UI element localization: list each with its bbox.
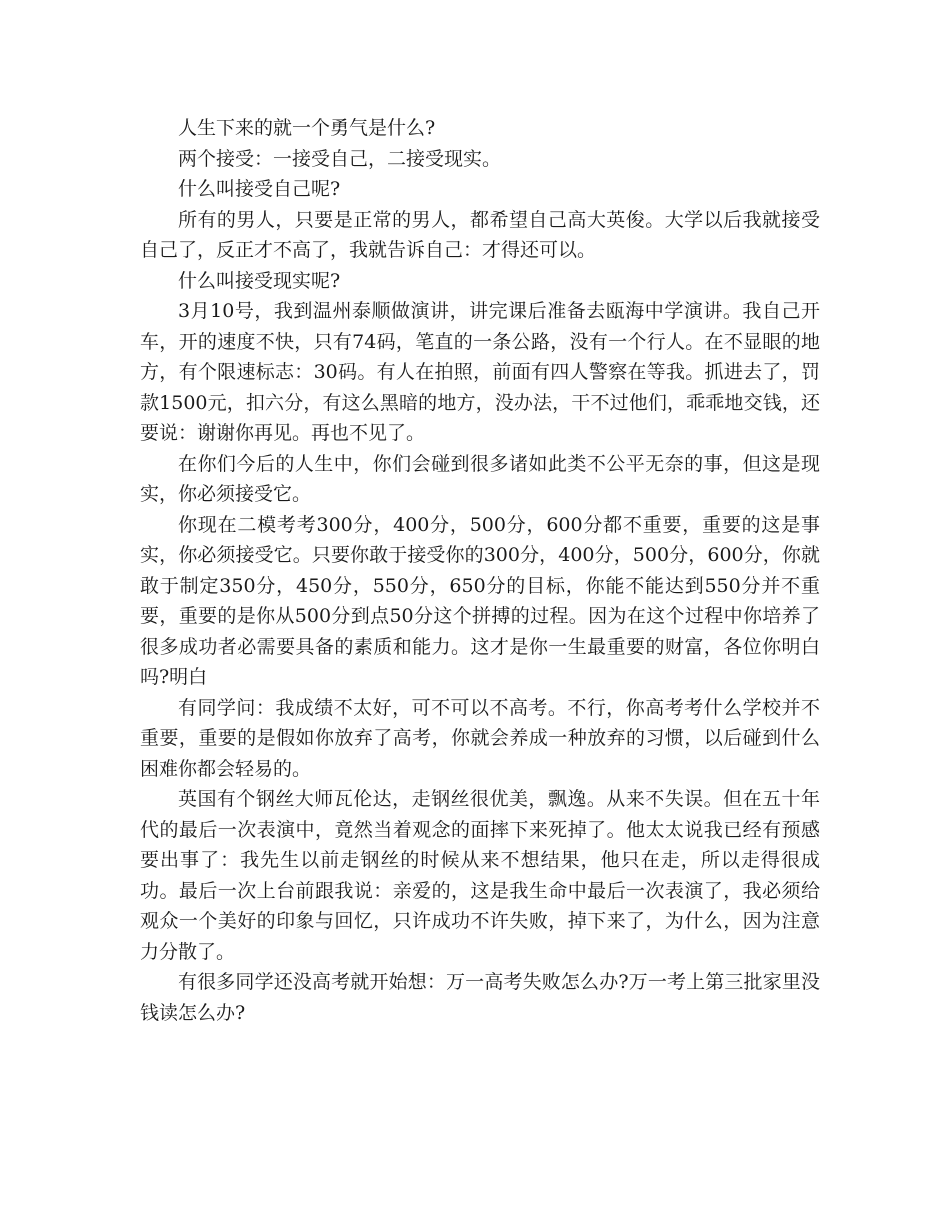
document-body (140, 113, 820, 1028)
paragraph-8: 你现在二模考考300分，400分，500分，600分都不重要，重要的这是事实，你必须接受它。只要你敢于接受你的300分，400分，500分，600分，你就敢于制定350分，450分，550分，650分的目标，你能不能达到550分并不重要，重要的是你从500分到点50分这个拼搏的过程。因为在这个过程中你培养了很多成功者必需要具备的素质和能力。这才是你一生最重要的财富，各位你明白吗?明白 (140, 513, 820, 688)
paragraph-11: 有很多同学还没高考就开始想：万一高考失败怎么办?万一考上第三批家里没钱读怎么办? (140, 971, 820, 1024)
paragraph-6: 3月10号，我到温州泰顺做演讲，讲完课后准备去瓯海中学演讲。我自己开车，开的速度不快，只有74码，笔直的一条公路，没有一个行人。在不显眼的地方，有个限速标志：30码。有人在拍照，前面有四人警察在等我。抓进去了，罚款1500元，扣六分，有这么黑暗的地方，没办法，干不过他们，乖乖地交钱，还要说：谢谢你再见。再也不见了。 (140, 300, 820, 444)
paragraph-3: 什么叫接受自己呢? (178, 178, 341, 200)
paragraph-7: 在你们今后的人生中，你们会碰到很多诸如此类不公平无奈的事，但这是现实，你必须接受它。 (140, 452, 820, 505)
paragraph-9: 有同学问：我成绩不太好，可不可以不高考。不行，你高考考什么学校并不重要，重要的是假如你放弃了高考，你就会养成一种放弃的习惯，以后碰到什么困难你都会轻易的。 (140, 696, 820, 780)
paragraph-4: 所有的男人，只要是正常的男人，都希望自己高大英俊。大学以后我就接受自己了，反正才不高了，我就告诉自己：才得还可以。 (140, 208, 820, 261)
paragraph-10: 英国有个钢丝大师瓦伦达，走钢丝很优美，飘逸。从来不失误。但在五十年代的最后一次表演中，竟然当着观念的面摔下来死掉了。他太太说我已经有预感要出事了：我先生以前走钢丝的时候从来不想结果，他只在走，所以走得很成功。最后一次上台前跟我说：亲爱的，这是我生命中最后一次表演了，我必须给观众一个美好的印象与回忆，只许成功不许失败，掉下来了，为什么，因为注意力分散了。 (140, 788, 820, 963)
paragraph-1: 人生下来的就一个勇气是什么? (178, 117, 436, 139)
paragraph-2: 两个接受：一接受自己，二接受现实。 (178, 147, 502, 170)
paragraph-5: 什么叫接受现实呢? (178, 269, 341, 292)
